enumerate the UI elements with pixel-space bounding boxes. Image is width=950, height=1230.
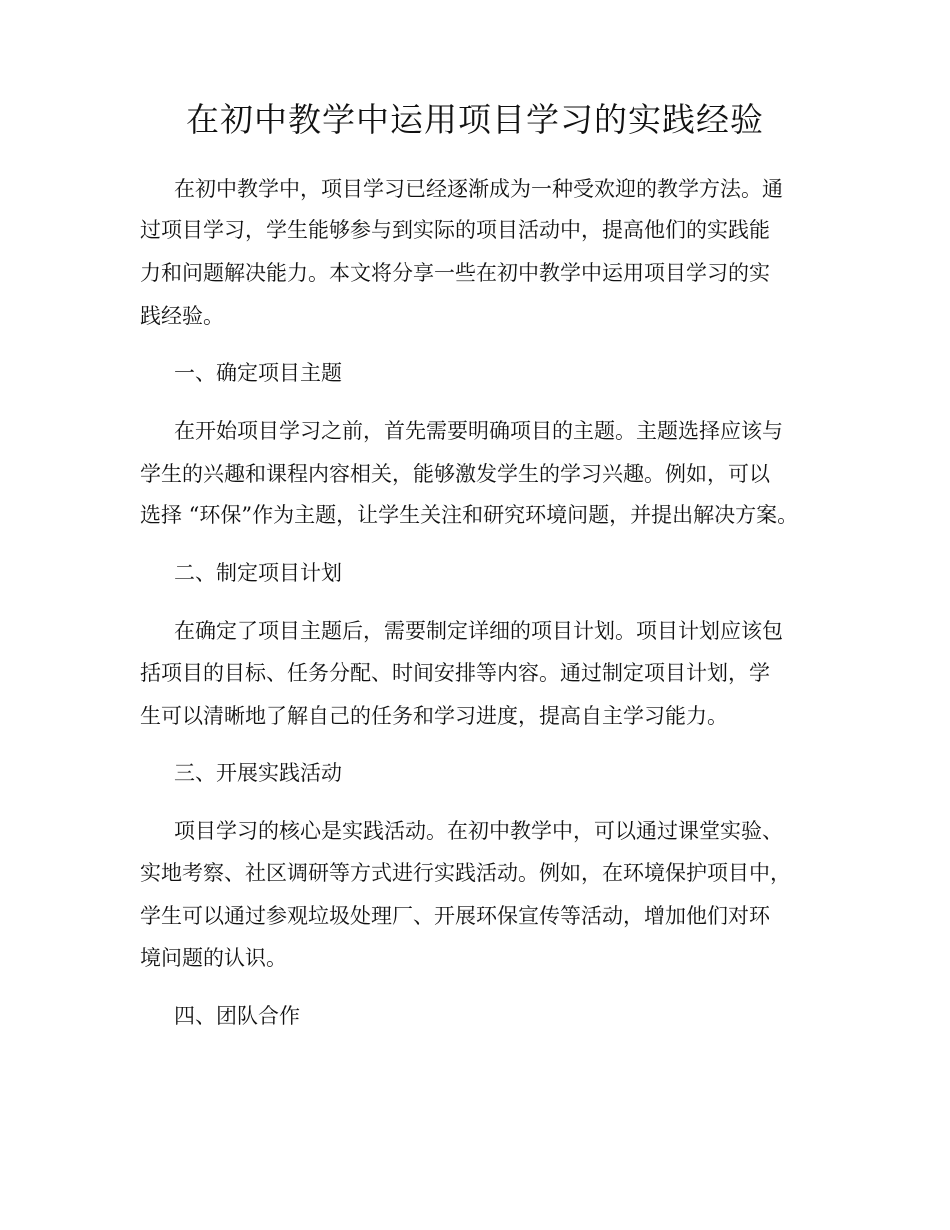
intro-line: 践经验。 <box>140 304 224 328</box>
section-heading: 二、制定项目计划 <box>174 561 342 585</box>
intro-line: 过项目学习，学生能够参与到实际的项目活动中，提高他们的实践能 <box>140 218 770 242</box>
paragraph-line: 学生的兴趣和课程内容相关，能够激发学生的学习兴趣。例如，可以 <box>140 462 770 486</box>
document-title: 在初中教学中运用项目学习的实践经验 <box>186 100 764 139</box>
paragraph-line: 境问题的认识。 <box>140 946 287 970</box>
intro-line: 力和问题解决能力。本文将分享一些在初中教学中运用项目学习的实 <box>140 261 770 285</box>
paragraph-line: 在确定了项目主题后，需要制定详细的项目计划。项目计划应该包 <box>174 619 783 643</box>
paragraph-line: 学生可以通过参观垃圾处理厂、开展环保宣传等活动，增加他们对环 <box>140 904 770 928</box>
section-heading: 三、开展实践活动 <box>174 761 342 785</box>
intro-line: 在初中教学中，项目学习已经逐渐成为一种受欢迎的教学方法。通 <box>174 177 783 201</box>
section-heading: 一、确定项目主题 <box>174 361 342 385</box>
paragraph-line: 项目学习的核心是实践活动。在初中教学中，可以通过课堂实验、 <box>174 819 783 843</box>
paragraph-line: 实地考察、社区调研等方式进行实践活动。例如，在环境保护项目中， <box>140 861 791 885</box>
paragraph-line: 在开始项目学习之前，首先需要明确项目的主题。主题选择应该与 <box>174 419 783 443</box>
paragraph-line: 生可以清晰地了解自己的任务和学习进度，提高自主学习能力。 <box>140 704 728 728</box>
paragraph-line: 括项目的目标、任务分配、时间安排等内容。通过制定项目计划，学 <box>140 661 770 685</box>
paragraph-line: 选择 “环保”作为主题，让学生关注和研究环境问题，并提出解决方案。 <box>140 503 799 527</box>
section-heading: 四、团队合作 <box>174 1004 300 1028</box>
